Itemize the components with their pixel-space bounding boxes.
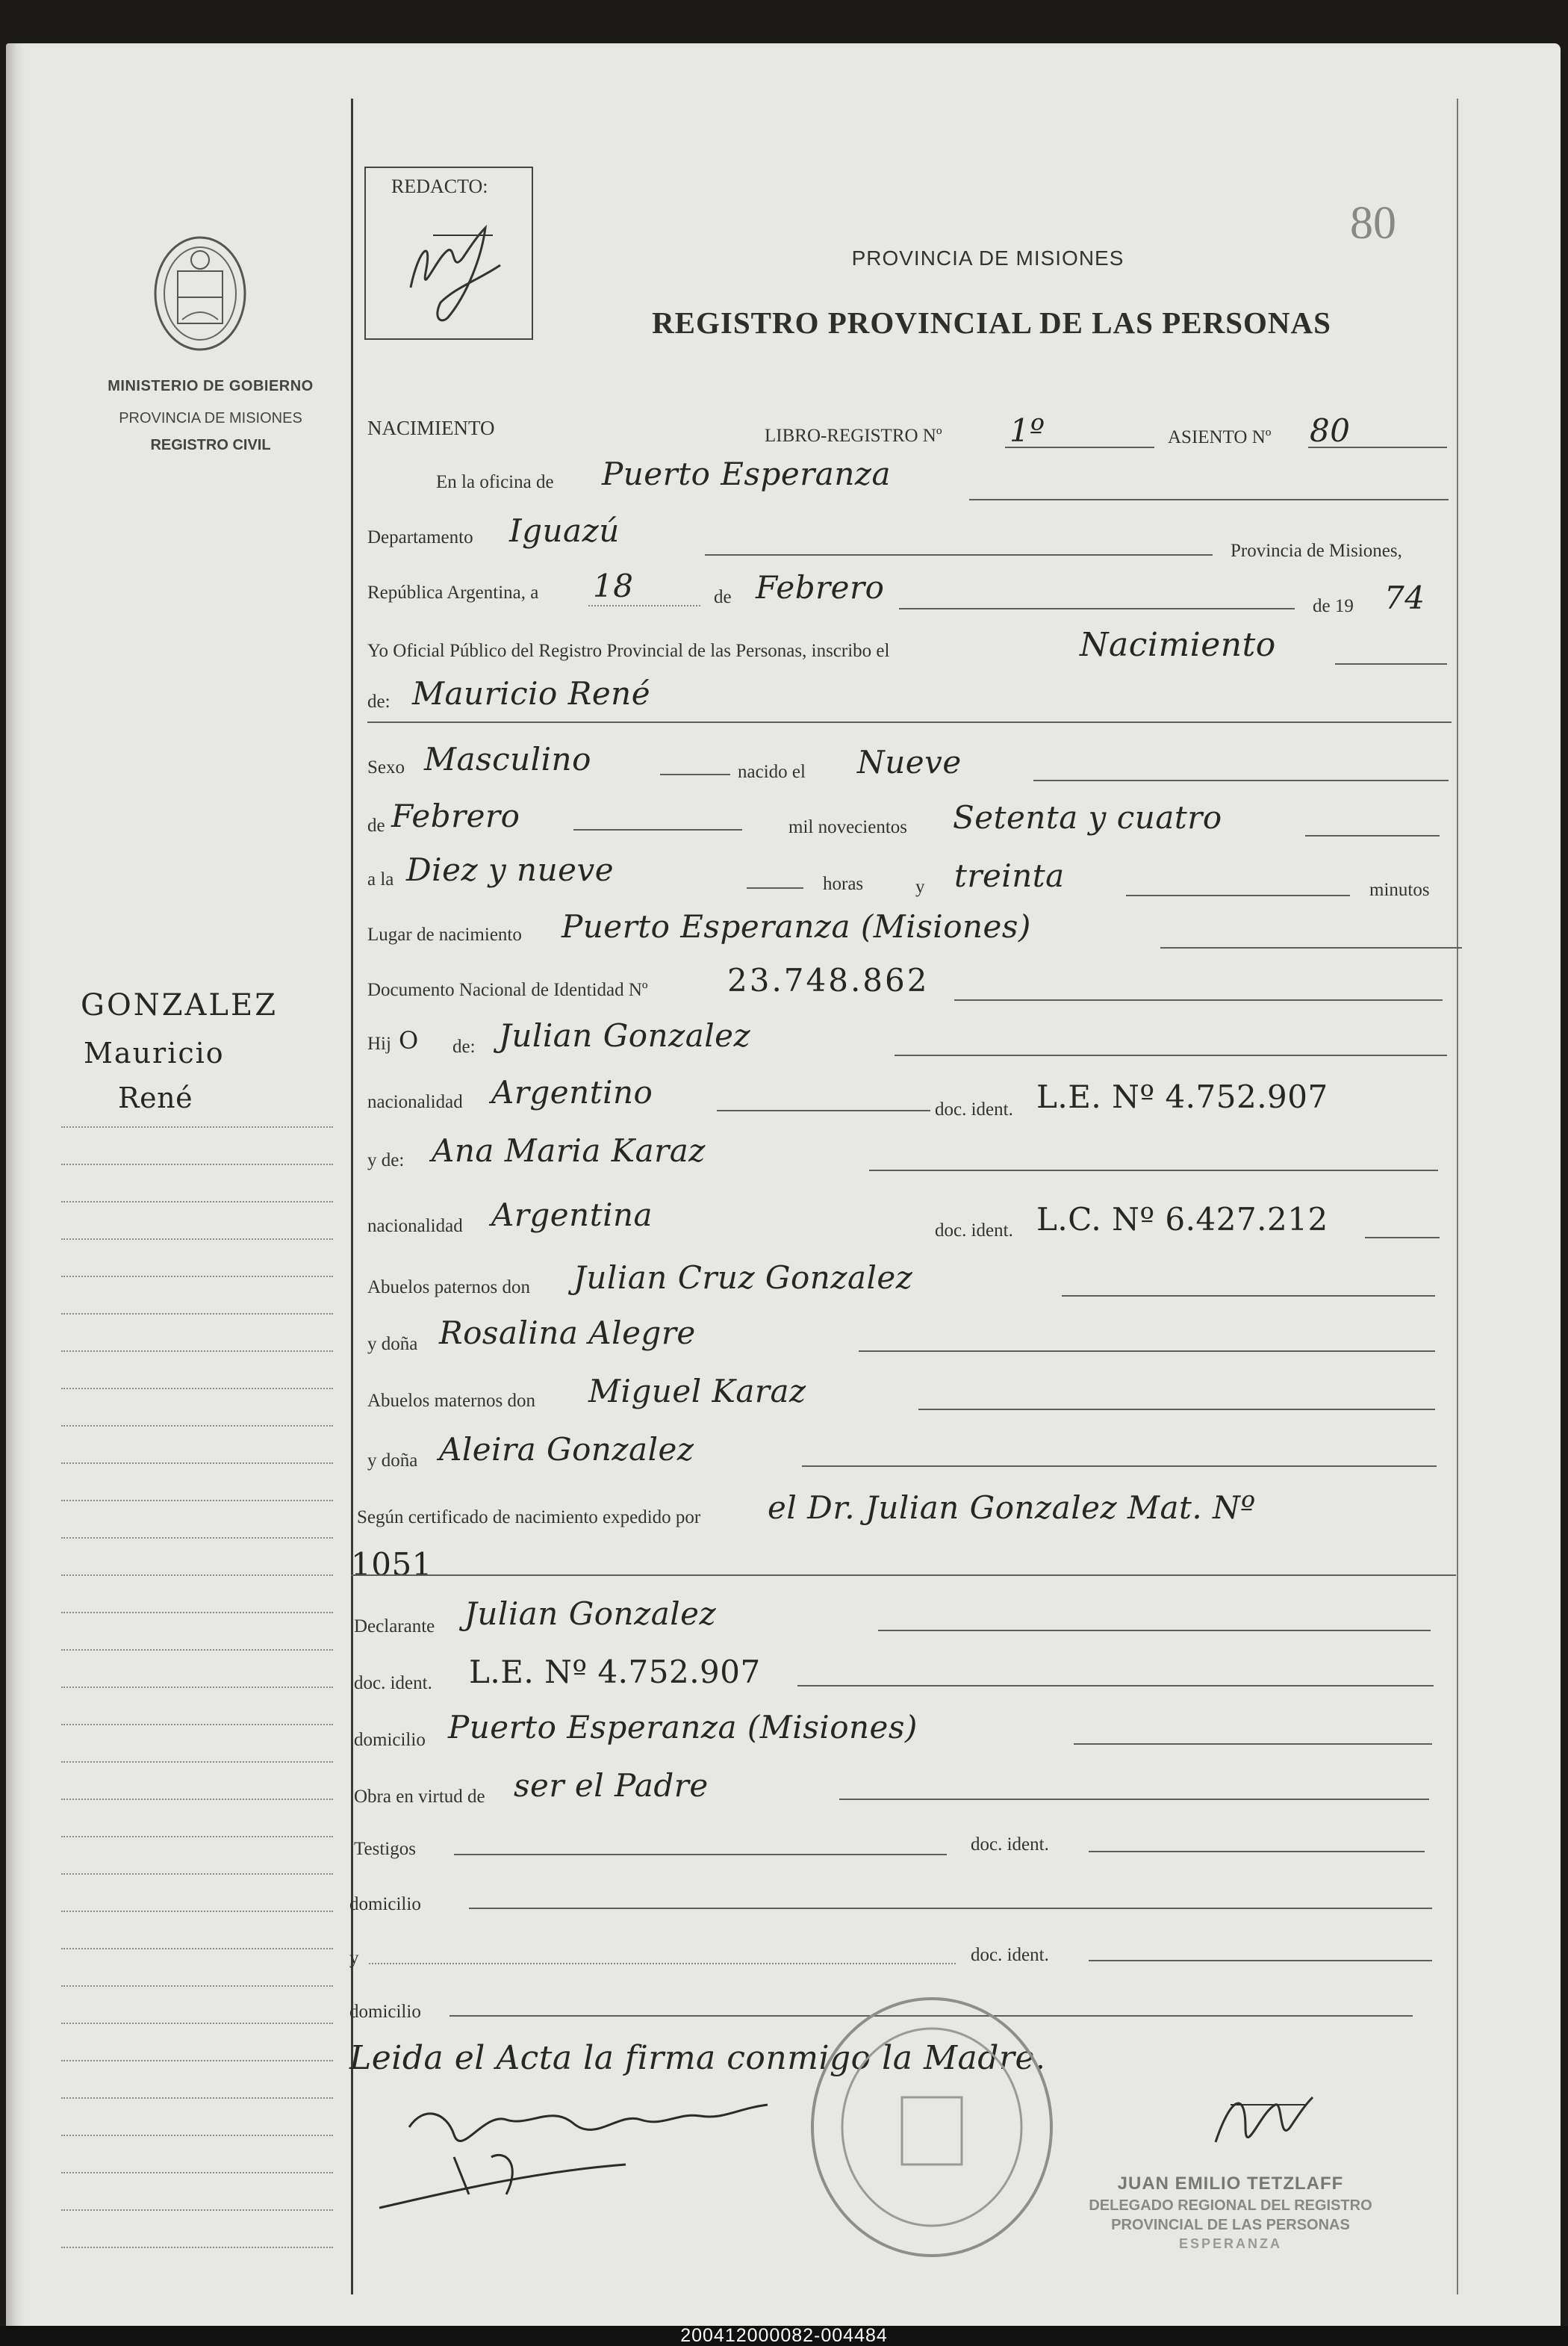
asiento-value: 80 bbox=[1310, 412, 1351, 449]
abuelos-pat-label: Abuelos paternos don bbox=[367, 1277, 531, 1297]
dni-value: 23.748.862 bbox=[727, 962, 930, 999]
seal-name: JUAN EMILIO TETZLAFF bbox=[1117, 2173, 1344, 2194]
margin-note-second-name: René bbox=[118, 1082, 193, 1114]
declarante-doc-line bbox=[797, 1685, 1434, 1686]
domicilio-line bbox=[1074, 1743, 1432, 1745]
margin-line bbox=[61, 1873, 333, 1875]
provincia-label: Provincia de Misiones, bbox=[1231, 541, 1402, 561]
madre-value: Ana Maria Karaz bbox=[432, 1132, 706, 1169]
margin-line bbox=[61, 1276, 333, 1277]
libro-line bbox=[1005, 447, 1154, 448]
a-la-label: a la bbox=[367, 869, 394, 890]
nacido-mes-line bbox=[573, 829, 742, 831]
margin-note-surname: GONZALEZ bbox=[81, 988, 278, 1023]
margin-line bbox=[61, 1462, 333, 1464]
abuelos-mat-label: Abuelos maternos don bbox=[367, 1391, 535, 1411]
hijo-suffix: O bbox=[399, 1026, 419, 1055]
madre-nac-value: Argentina bbox=[491, 1197, 653, 1233]
dni-label: Documento Nacional de Identidad Nº bbox=[367, 980, 648, 1000]
declarante-value: Julian Gonzalez bbox=[464, 1595, 717, 1632]
departamento-line bbox=[705, 554, 1213, 556]
margin-line bbox=[61, 2060, 333, 2061]
nombre-line bbox=[367, 722, 1452, 723]
y-dona-pat-label: y doña bbox=[367, 1334, 418, 1354]
redacto-box bbox=[364, 167, 533, 340]
asiento-line bbox=[1308, 447, 1447, 448]
official-signature-icon bbox=[1201, 2082, 1320, 2179]
domicilio2-line bbox=[469, 1908, 1432, 1909]
margin-line bbox=[61, 1724, 333, 1725]
domicilio3-label: domicilio bbox=[349, 2002, 421, 2022]
margin-line bbox=[61, 2172, 333, 2173]
seal-line1: DELEGADO REGIONAL DEL REGISTRO bbox=[1089, 2197, 1372, 2214]
hijo-de-label: de: bbox=[452, 1037, 476, 1057]
seal-line2: PROVINCIAL DE LAS PERSONAS bbox=[1111, 2217, 1350, 2233]
libro-value: 1º bbox=[1009, 412, 1045, 449]
lugar-label: Lugar de nacimiento bbox=[367, 925, 522, 945]
abuelo-mat-line bbox=[918, 1409, 1435, 1410]
certificado-line bbox=[351, 1574, 1456, 1576]
minutos-line bbox=[1126, 895, 1350, 896]
margin-line bbox=[61, 1164, 333, 1165]
y-de-label: y de: bbox=[367, 1150, 405, 1170]
departamento-label: Departamento bbox=[367, 527, 473, 547]
oficina-label: En la oficina de bbox=[436, 472, 554, 492]
margin-line bbox=[61, 1911, 333, 1912]
padre-line bbox=[895, 1055, 1447, 1056]
margin-line bbox=[61, 1799, 333, 1800]
padre-nac-value: Argentino bbox=[491, 1074, 653, 1111]
horas-label: horas bbox=[823, 874, 864, 894]
declarante-label: Declarante bbox=[354, 1616, 435, 1636]
madre-doc-line bbox=[1365, 1237, 1440, 1238]
sexo-value: Masculino bbox=[424, 741, 591, 778]
header-title: REGISTRO PROVINCIAL DE LAS PERSONAS bbox=[652, 305, 1331, 340]
minutos-value: treinta bbox=[954, 857, 1065, 894]
margin-line bbox=[61, 2023, 333, 2024]
margin-line bbox=[61, 1649, 333, 1651]
margin-line bbox=[61, 2097, 333, 2099]
abuelo-pat-value: Julian Cruz Gonzalez bbox=[573, 1259, 913, 1296]
page-number: 80 bbox=[1350, 198, 1396, 249]
padre-nac-label: nacionalidad bbox=[367, 1092, 463, 1112]
seal-line3: ESPERANZA bbox=[1178, 2236, 1282, 2251]
padre-value: Julian Gonzalez bbox=[499, 1017, 751, 1054]
minutos-label: minutos bbox=[1369, 880, 1430, 900]
horas-line bbox=[747, 887, 803, 889]
testigos-label: Testigos bbox=[354, 1839, 416, 1859]
nacido-mes-value: Febrero bbox=[391, 798, 520, 834]
inscribo-label: Yo Oficial Público del Registro Provincial de las Personas, inscribo el bbox=[367, 641, 890, 661]
y2-label: y bbox=[349, 1948, 359, 1968]
certificado-value2: 1051 bbox=[351, 1546, 432, 1583]
mil-value: Setenta y cuatro bbox=[953, 799, 1222, 836]
nacido-label: nacido el bbox=[738, 762, 806, 782]
madre-line bbox=[869, 1170, 1438, 1171]
declarante-doc-value: L.E. Nº 4.752.907 bbox=[469, 1654, 761, 1690]
margin-line bbox=[61, 1350, 333, 1352]
horas-value: Diez y nueve bbox=[406, 851, 615, 888]
margin-line bbox=[61, 1313, 333, 1315]
madre-doc-value: L.C. Nº 6.427.212 bbox=[1036, 1201, 1328, 1238]
madre-nac-label: nacionalidad bbox=[367, 1216, 463, 1236]
image-id: 200412000082-004484 bbox=[680, 2325, 888, 2346]
declarante-doc-label: doc. ident. bbox=[354, 1673, 432, 1693]
document-page bbox=[6, 43, 1561, 2329]
testigos-line bbox=[454, 1854, 947, 1855]
image-id-bar bbox=[0, 2326, 1568, 2346]
margin-note-given: Mauricio bbox=[84, 1037, 225, 1070]
abuela-pat-line bbox=[859, 1350, 1435, 1352]
closing-text: Leida el Acta la firma conmigo la Madre. bbox=[349, 2039, 1046, 2077]
margin-line bbox=[61, 1126, 333, 1128]
departamento-value: Iguazú bbox=[509, 512, 620, 549]
oficina-line bbox=[969, 499, 1449, 500]
de-label: de bbox=[714, 587, 732, 607]
abuelo-pat-line bbox=[1062, 1295, 1435, 1297]
y-label: y bbox=[915, 877, 925, 897]
header-province: PROVINCIA DE MISIONES bbox=[851, 246, 1124, 270]
certificado-label: Según certificado de nacimiento expedido por bbox=[357, 1507, 701, 1527]
lugar-value: Puerto Esperanza (Misiones) bbox=[561, 908, 1031, 945]
sexo-line bbox=[660, 774, 730, 775]
margin-line bbox=[61, 1985, 333, 1987]
padre-doc-label: doc. ident. bbox=[935, 1099, 1013, 1120]
margin-line bbox=[61, 1836, 333, 1837]
abuela-mat-value: Aleira Gonzalez bbox=[439, 1431, 694, 1468]
nacido-line bbox=[1033, 780, 1449, 781]
de-nombre-label: de: bbox=[367, 692, 391, 712]
dia-value: 18 bbox=[593, 568, 634, 604]
domicilio2-label: domicilio bbox=[349, 1894, 421, 1914]
de-mes-label: de bbox=[367, 816, 385, 836]
testigos-doc-label: doc. ident. bbox=[971, 1834, 1049, 1855]
nombre-value: Mauricio René bbox=[412, 675, 651, 712]
redacto-label: REDACTO: bbox=[391, 176, 488, 197]
inscribo-value: Nacimiento bbox=[1080, 626, 1276, 664]
margin-line bbox=[61, 1574, 333, 1576]
y-dona-mat-label: y doña bbox=[367, 1450, 418, 1471]
mil-label: mil novecientos bbox=[788, 817, 907, 837]
mother-signature-icon bbox=[379, 2082, 842, 2209]
margin-line bbox=[61, 1425, 333, 1427]
margin-line bbox=[61, 2247, 333, 2248]
redacto-signature-icon bbox=[396, 205, 515, 332]
registry-name: REGISTRO CIVIL bbox=[150, 437, 271, 453]
hijo-label: Hij bbox=[367, 1034, 391, 1054]
anio-value: 74 bbox=[1384, 580, 1425, 616]
abuelo-mat-value: Miguel Karaz bbox=[588, 1373, 806, 1409]
padre-doc-value: L.E. Nº 4.752.907 bbox=[1036, 1079, 1328, 1115]
coat-of-arms-icon bbox=[148, 230, 252, 357]
province-name: PROVINCIA DE MISIONES bbox=[119, 410, 302, 426]
testigos-doc-line bbox=[1089, 1851, 1425, 1852]
dni-line bbox=[954, 999, 1443, 1001]
domicilio-value: Puerto Esperanza (Misiones) bbox=[448, 1709, 918, 1745]
asiento-label: ASIENTO Nº bbox=[1168, 427, 1272, 447]
nacido-value: Nueve bbox=[857, 744, 962, 781]
sexo-label: Sexo bbox=[367, 757, 405, 778]
mil-line bbox=[1305, 835, 1440, 837]
margin-line bbox=[61, 1500, 333, 1501]
margin-line bbox=[61, 1201, 333, 1203]
padre-nac-line bbox=[717, 1110, 930, 1111]
republica-label: República Argentina, a bbox=[367, 583, 539, 603]
libro-label: LIBRO-REGISTRO Nº bbox=[765, 426, 942, 446]
ministry-name: MINISTERIO DE GOBIERNO bbox=[108, 378, 314, 394]
declarante-line bbox=[878, 1630, 1431, 1631]
margin-line bbox=[61, 1388, 333, 1389]
margin-line bbox=[61, 2135, 333, 2136]
margin-line bbox=[61, 1537, 333, 1539]
margin-line bbox=[61, 1948, 333, 1949]
mes-line bbox=[899, 608, 1295, 609]
oficina-value: Puerto Esperanza bbox=[602, 456, 892, 492]
abuela-mat-line bbox=[802, 1465, 1437, 1467]
y2-line bbox=[369, 1963, 956, 1964]
margin-line bbox=[61, 1612, 333, 1613]
y2-doc-line bbox=[1089, 1960, 1432, 1961]
dia-line bbox=[588, 605, 700, 606]
y2-doc-label: doc. ident. bbox=[971, 1945, 1049, 1965]
abuela-pat-value: Rosalina Alegre bbox=[439, 1315, 696, 1351]
de-anio-label: de 19 bbox=[1313, 596, 1354, 616]
book-spine-shadow bbox=[6, 43, 25, 2329]
mes-value: Febrero bbox=[756, 569, 885, 606]
obra-value: ser el Padre bbox=[514, 1767, 709, 1804]
margin-line bbox=[61, 1761, 333, 1763]
obra-line bbox=[839, 1799, 1429, 1800]
madre-doc-label: doc. ident. bbox=[935, 1220, 1013, 1241]
certificado-value: el Dr. Julian Gonzalez Mat. Nº bbox=[768, 1489, 1256, 1526]
domicilio-label: domicilio bbox=[354, 1730, 426, 1750]
nacimiento-label: NACIMIENTO bbox=[367, 417, 495, 439]
lugar-line bbox=[1160, 947, 1462, 949]
margin-line bbox=[61, 1686, 333, 1688]
margin-line bbox=[61, 2209, 333, 2211]
inscribo-line bbox=[1335, 663, 1447, 665]
margin-line bbox=[61, 1238, 333, 1240]
obra-label: Obra en virtud de bbox=[354, 1787, 485, 1807]
